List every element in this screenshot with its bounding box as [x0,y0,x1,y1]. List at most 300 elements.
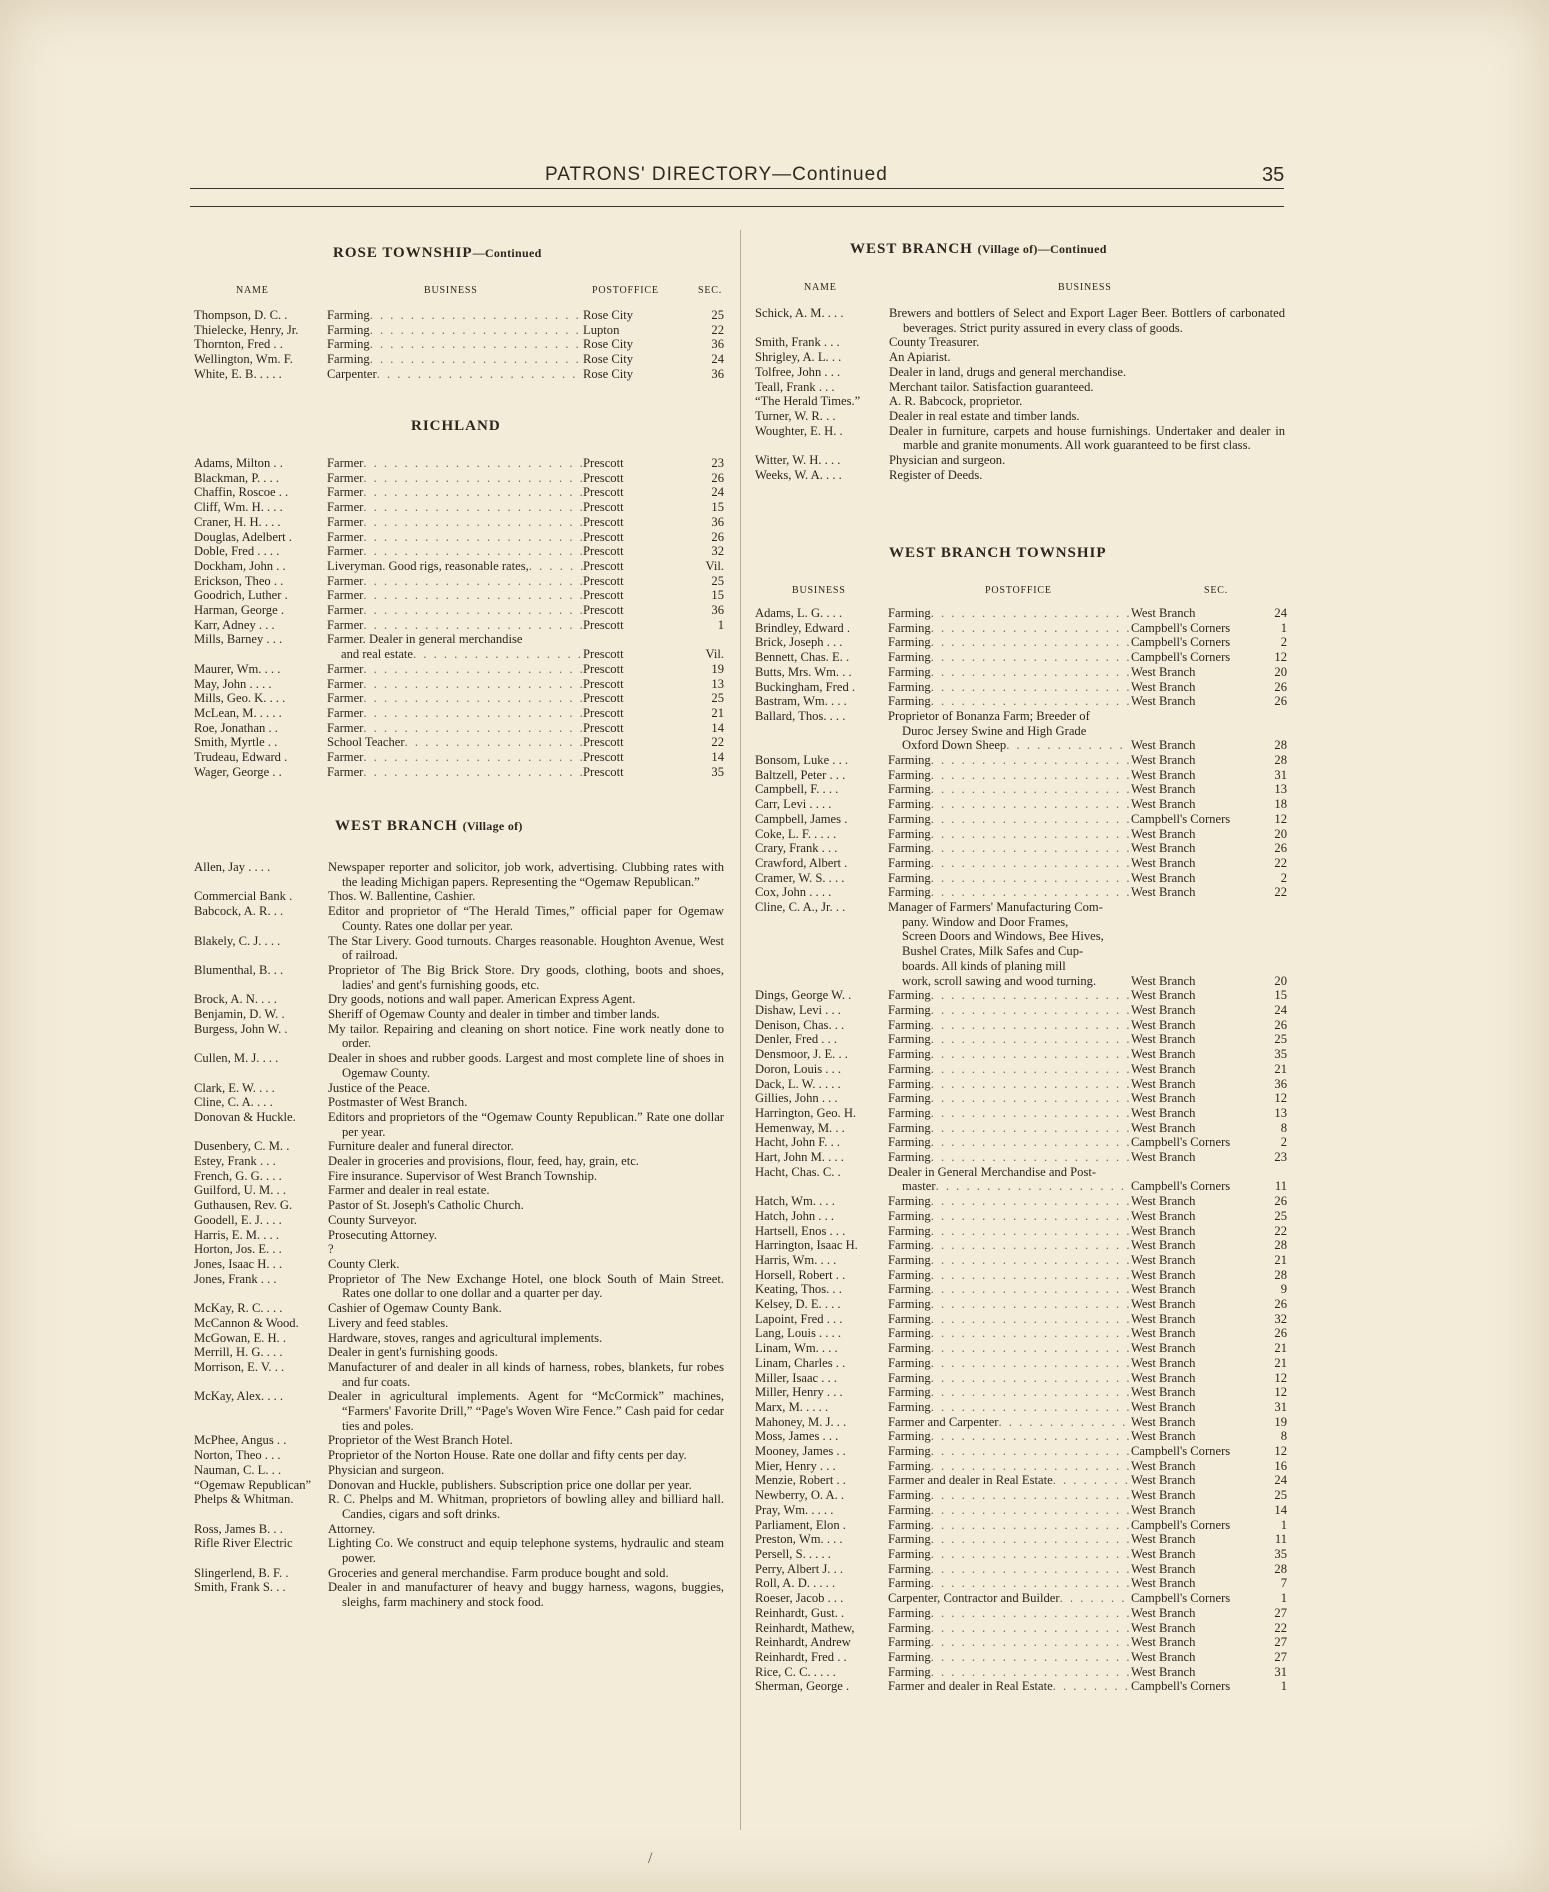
entry-business-wrap [888,1488,1131,1503]
entry-name: Horsell, Robert . . [755,1267,846,1282]
entry-business-wrap [888,1341,1131,1356]
entry-business: Farming [888,1194,931,1209]
entry-section: 23 [711,456,724,470]
entry-business: Farming [888,1120,931,1135]
entry-name: Coke, L. F. . . . . [755,826,837,841]
directory-row [194,1257,724,1272]
entry-business: Farmer [327,573,364,588]
entry-business: Farmer [327,485,364,500]
directory-row [194,323,724,338]
directory-row [755,1576,1287,1591]
directory-row [755,409,1285,424]
entry-section: 24 [1274,1473,1287,1488]
leader-dots [931,1488,1131,1503]
entry-section [1253,709,1287,724]
entry-name: Cox, John . . . . [755,885,832,900]
entry-business-wrap [327,500,583,515]
entry-business-wrap [888,1282,1131,1297]
leader-dots [931,1371,1131,1386]
entry-name: Cliff, Wm. H. . . . [194,500,283,515]
entry-business-wrap [888,1106,1131,1121]
column-divider [740,230,741,1830]
entry-name: Miller, Isaac . . . [755,1370,838,1385]
directory-row [194,352,724,367]
entry-business-wrap [888,929,1131,944]
entry-postoffice: West Branch [1131,1576,1196,1591]
directory-row [755,782,1287,797]
directory-row [194,1095,724,1110]
entry-business: Farming [888,1399,931,1414]
directory-row [755,1238,1287,1253]
entry-business-wrap [888,1400,1131,1415]
directory-row [755,724,1287,739]
entry-section: 13 [711,676,724,691]
entry-name: Linam, Charles . . [755,1355,846,1370]
entry-postoffice: West Branch [1131,1605,1196,1620]
directory-row [755,621,1287,636]
entry-postoffice: Prescott [583,720,624,735]
wbt-col-postoffice: POSTOFFICE [985,585,1052,596]
entry-section: 22 [711,735,724,750]
entry-section: 35 [1274,1047,1287,1062]
leader-dots [931,1297,1131,1312]
entry-postoffice: West Branch [1131,1076,1196,1091]
entry-business: Farming [888,1488,931,1503]
entry-name: Moss, James . . . [755,1429,839,1444]
leader-dots [363,485,583,500]
entry-postoffice: West Branch [1131,826,1196,841]
entry-business: Carpenter [327,366,377,381]
entry-section [688,632,724,647]
entry-name: Mahoney, M. J. . . [755,1414,847,1429]
entry-name: Buckingham, Fred . [755,679,856,694]
entry-name: Harris, Wm. . . . [755,1252,837,1267]
directory-row [194,1110,724,1139]
entry-name: Harrington, Isaac H. [755,1238,858,1253]
directory-row [194,1331,724,1346]
entry-section [1253,944,1287,959]
leader-dots [931,871,1131,886]
entry-section: 2 [1280,635,1287,650]
leader-dots [363,618,583,633]
directory-row [194,471,724,486]
leader-dots [931,753,1131,768]
entry-description: Proprietor of the West Branch Hotel. [328,1433,513,1448]
entry-business-wrap [888,1179,1131,1194]
entry-description: Dealer in groceries and provisions, flour, feed, hay, grain, etc. [328,1154,639,1169]
entry-section: 12 [1274,650,1287,665]
directory-row [755,1047,1287,1062]
leader-dots [363,544,583,559]
entry-description: Hardware, stoves, ranges and agricultural implements. [328,1330,603,1345]
entry-name: Ballard, Thos. . . . [755,708,846,723]
directory-row [755,753,1287,768]
directory-row [755,665,1287,680]
entry-description: Editor and proprietor of “The Herald Times,” official paper for Ogemaw County. Rates one dollar per year. [328,904,724,933]
entry-name: Hatch, Wm. . . . [755,1194,835,1209]
entry-section: 12 [1274,1385,1287,1400]
leader-dots [931,812,1131,827]
directory-row [194,500,724,515]
directory-row [755,1429,1287,1444]
entry-section: 1 [717,617,724,632]
entry-section: 31 [1274,767,1287,782]
entry-name: Harris, E. M. . . . [194,1227,279,1242]
leader-dots [363,706,583,721]
entry-business: Farming [888,885,931,900]
directory-row [194,1478,724,1493]
directory-row [755,1341,1287,1356]
entry-business: Farming [888,988,931,1003]
directory-row [194,1022,724,1051]
directory-row [755,768,1287,783]
directory-row [194,308,724,323]
directory-row [755,1635,1287,1650]
leader-dots [405,735,583,750]
entry-postoffice: West Branch [1131,1002,1196,1017]
leader-dots [931,1356,1131,1371]
entry-name: Dusenbery, C. M. . [194,1139,290,1154]
rose-township-subtitle: —Continued [472,246,542,260]
directory-row [755,827,1287,842]
entry-postoffice: Campbell's Corners [1131,620,1231,635]
leader-dots [363,588,583,603]
entry-description: Farmer and dealer in real estate. [328,1183,490,1198]
entry-postoffice: West Branch [1131,1649,1196,1664]
entry-name [755,915,888,930]
entry-business-wrap [327,691,583,706]
entry-name: Guthausen, Rev. G. [194,1198,293,1213]
entry-section: 26 [711,529,724,544]
entry-business: Oxford Down Sheep [902,738,1007,753]
directory-row [755,1400,1287,1415]
entry-name: Teall, Frank . . . [755,379,835,394]
entry-postoffice: West Branch [1131,1488,1196,1503]
directory-row [194,1213,724,1228]
entry-name: McCannon & Wood. [194,1315,299,1330]
entry-business-wrap [327,323,583,338]
entry-section [1253,929,1287,944]
entry-business-wrap [888,1297,1131,1312]
directory-row [755,1312,1287,1327]
entry-business-wrap [888,1003,1131,1018]
entry-section: 15 [711,588,724,603]
directory-row [194,750,724,765]
rose-col-business: BUSINESS [424,285,478,296]
entry-business-wrap [888,1018,1131,1033]
entry-postoffice [1131,709,1253,724]
entry-postoffice: West Branch [1131,1370,1196,1385]
leader-dots [931,1077,1131,1092]
entry-business-wrap [888,812,1131,827]
entry-name: Brick, Joseph . . . [755,635,843,650]
entry-description: Proprietor of The Big Brick Store. Dry goods, clothing, boots and shoes, ladies' and gent's furnishing goods, etc. [328,962,724,992]
entry-business-wrap [327,559,583,574]
entry-name: Lang, Louis . . . . [755,1326,842,1341]
entry-postoffice: West Branch [1131,679,1196,694]
directory-row [755,856,1287,871]
directory-row [194,574,724,589]
entry-name: Rice, C. C. . . . . [755,1664,836,1679]
entry-business-wrap [888,1635,1131,1650]
leader-dots [936,1179,1131,1194]
entry-name: Sherman, George . [755,1679,850,1694]
entry-postoffice: West Branch [1131,1267,1196,1282]
entry-postoffice: Prescott [583,485,624,500]
entry-description: Physician and surgeon. [328,1462,445,1477]
leader-dots [931,1562,1131,1577]
entry-business: Farmer [327,500,364,515]
entry-section: 12 [1274,1370,1287,1385]
directory-row [755,1473,1287,1488]
entry-section: 2 [1280,1135,1287,1150]
entry-postoffice: West Branch [1131,606,1196,620]
entry-business: Farmer [327,676,364,691]
entry-name: Newberry, O. A. . [755,1488,845,1503]
entry-section: 26 [1274,1017,1287,1032]
entry-name: Goodrich, Luther . [194,588,288,603]
page-bottom-mark: / [648,1850,653,1867]
entry-business-wrap [888,1518,1131,1533]
entry-business-wrap [888,650,1131,665]
directory-row [755,1385,1287,1400]
entry-postoffice: West Branch [1131,1032,1196,1047]
leader-dots [363,691,583,706]
entry-postoffice: West Branch [1131,1150,1196,1165]
entry-postoffice [1131,724,1253,739]
leader-dots [931,1018,1131,1033]
entry-section: 21 [1274,1061,1287,1076]
entry-business: Farming [888,1208,931,1223]
leader-dots [370,308,583,323]
entry-name: Dings, George W. . [755,988,852,1003]
directory-row [194,1433,724,1448]
leader-dots [931,827,1131,842]
entry-name: Densmoor, J. E. . . [755,1047,848,1062]
leader-dots [931,782,1131,797]
entry-business: Farming [888,1017,931,1032]
entry-business: Farming [888,1282,931,1297]
entry-section: 22 [1274,1223,1287,1238]
leader-dots [363,574,583,589]
entry-section: 1 [1280,620,1287,635]
entry-business-wrap [888,768,1131,783]
entry-description: An Apiarist. [889,350,951,365]
entry-name: Commercial Bank . [194,889,293,904]
leader-dots [931,797,1131,812]
entry-name: Schick, A. M. . . . [755,306,844,320]
leader-dots [413,647,583,662]
leader-dots [931,606,1131,621]
entry-business: Farmer [327,617,364,632]
leader-dots [363,765,583,780]
directory-row [755,1562,1287,1577]
leader-dots [363,662,583,677]
entry-section: 7 [1280,1576,1287,1591]
directory-row [194,1566,724,1581]
entry-business: Farmer. Dealer in general merchandise [327,632,523,647]
entry-postoffice [1131,944,1253,959]
directory-row [755,1150,1287,1165]
entry-business: Farming [888,1561,931,1576]
entry-section [1253,1165,1287,1180]
leader-dots [931,1282,1131,1297]
entry-name: Cramer, W. S. . . . [755,870,845,885]
directory-row [755,1444,1287,1459]
entry-section: 12 [1274,811,1287,826]
leader-dots [370,352,583,367]
entry-postoffice: Campbell's Corners [1131,1135,1231,1150]
entry-description: County Treasurer. [889,335,980,350]
entry-business: Farming [888,664,931,679]
entry-section: 32 [711,544,724,559]
entry-business-wrap [888,738,1131,753]
entry-business: Farming [327,308,370,322]
leader-dots [370,323,583,338]
entry-section: 32 [1274,1311,1287,1326]
entry-name: Goodell, E. J. . . . [194,1212,282,1227]
leader-dots [1053,1473,1131,1488]
directory-row [755,1518,1287,1533]
directory-row [755,1326,1287,1341]
entry-business-wrap [327,765,583,780]
entry-postoffice: Prescott [583,735,624,750]
entry-postoffice: West Branch [1131,1473,1196,1488]
leader-dots [931,1518,1131,1533]
entry-description: Postmaster of West Branch. [328,1095,468,1110]
directory-row [755,468,1285,483]
entry-name: Wager, George . . [194,764,282,779]
entry-section: 28 [1274,753,1287,768]
entry-section: 22 [1274,1620,1287,1635]
wbc-col-name: NAME [804,282,837,293]
entry-postoffice: West Branch [1131,1047,1196,1062]
entry-section: 25 [1274,1208,1287,1223]
entry-section: 22 [711,322,724,337]
entry-postoffice: West Branch [1131,1561,1196,1576]
leader-dots [931,1547,1131,1562]
entry-description: Merchant tailor. Satisfaction guaranteed. [889,379,1094,394]
entry-description: Dealer in gent's furnishing goods. [328,1345,498,1360]
entry-name: Trudeau, Edward . [194,750,288,765]
directory-row [194,1580,724,1609]
entry-name: Merrill, H. G. . . . [194,1345,283,1360]
entry-business: Farming [888,1076,931,1091]
directory-row [755,1003,1287,1018]
entry-business: Farming [888,1135,931,1150]
entry-name [755,944,888,959]
leader-dots [931,635,1131,650]
west-branch-village-list [194,860,724,1610]
leader-dots [931,988,1131,1003]
entry-section: 1 [1280,1517,1287,1532]
entry-section: 31 [1274,1664,1287,1679]
entry-postoffice: Prescott [583,603,624,618]
header-rule-top [190,188,1284,189]
directory-row [755,871,1287,886]
directory-row [755,1032,1287,1047]
entry-postoffice: Prescott [583,647,624,662]
entry-business-wrap [888,1135,1131,1150]
directory-row [194,765,724,780]
entry-business: Farming [888,1032,931,1047]
entry-description: Proprietor of The New Exchange Hotel, one block South of Main Street. Rates one dollar to one dollar and a quarter per day. [328,1271,724,1301]
entry-postoffice: West Branch [1131,664,1196,679]
entry-postoffice: Campbell's Corners [1131,650,1231,665]
directory-row [755,350,1285,365]
entry-postoffice: West Branch [1131,885,1196,900]
entry-name: Cline, C. A., Jr. . . [755,900,846,915]
entry-business: Farming [888,1238,931,1253]
entry-business-wrap [888,885,1131,900]
entry-name: “The Herald Times.” [755,394,861,409]
entry-postoffice: Prescott [583,705,624,720]
entry-name: Kelsey, D. E. . . . [755,1297,841,1312]
entry-section: Vil. [705,647,724,662]
entry-name: Harrington, Geo. H. [755,1105,857,1120]
entry-section: 13 [1274,1105,1287,1120]
directory-row [194,1242,724,1257]
entry-postoffice: West Branch [1131,753,1196,768]
directory-row [194,889,724,904]
directory-row [755,1297,1287,1312]
leader-dots [931,856,1131,871]
entry-business: Farming [888,1502,931,1517]
entry-postoffice: West Branch [1131,1297,1196,1312]
entry-business-wrap [888,1532,1131,1547]
entry-name: “Ogemaw Republican” [194,1477,312,1492]
rose-col-sec: SEC. [698,285,723,296]
entry-business: Farming [888,1061,931,1076]
entry-name: Denler, Fred . . . [755,1032,838,1047]
directory-row [194,1228,724,1243]
leader-dots [931,1532,1131,1547]
entry-postoffice [583,632,688,647]
directory-row [194,485,724,500]
entry-section: 25 [711,308,724,322]
entry-name: Crary, Frank . . . [755,841,838,856]
entry-business-wrap [888,1194,1131,1209]
entry-business-wrap [327,662,583,677]
directory-row [755,1194,1287,1209]
entry-business-wrap [327,352,583,367]
directory-row [194,530,724,545]
entry-name: Norton, Theo . . . [194,1448,281,1463]
entry-section: 26 [1274,694,1287,709]
entry-business: Farmer and dealer in Real Estate [888,1679,1053,1694]
directory-row [755,1679,1287,1694]
directory-row [755,1135,1287,1150]
entry-business-wrap [888,1547,1131,1562]
entry-business-wrap [888,724,1131,739]
entry-postoffice: West Branch [1131,1208,1196,1223]
entry-business-wrap [888,694,1131,709]
entry-business-wrap [888,1459,1131,1474]
entry-section: 25 [1274,1488,1287,1503]
entry-description: Fire insurance. Supervisor of West Branch Township. [328,1168,598,1183]
directory-row [194,662,724,677]
entry-business: Farming [888,841,931,856]
header-rule-bottom [190,206,1284,207]
entry-name: Tolfree, John . . . [755,364,841,379]
entry-business-wrap [888,1062,1131,1077]
entry-section: 27 [1274,1649,1287,1664]
entry-postoffice: Prescott [583,691,624,706]
entry-business: Farming [888,1311,931,1326]
entry-business-wrap [327,677,583,692]
entry-section: 28 [1274,1267,1287,1282]
leader-dots [931,1459,1131,1474]
